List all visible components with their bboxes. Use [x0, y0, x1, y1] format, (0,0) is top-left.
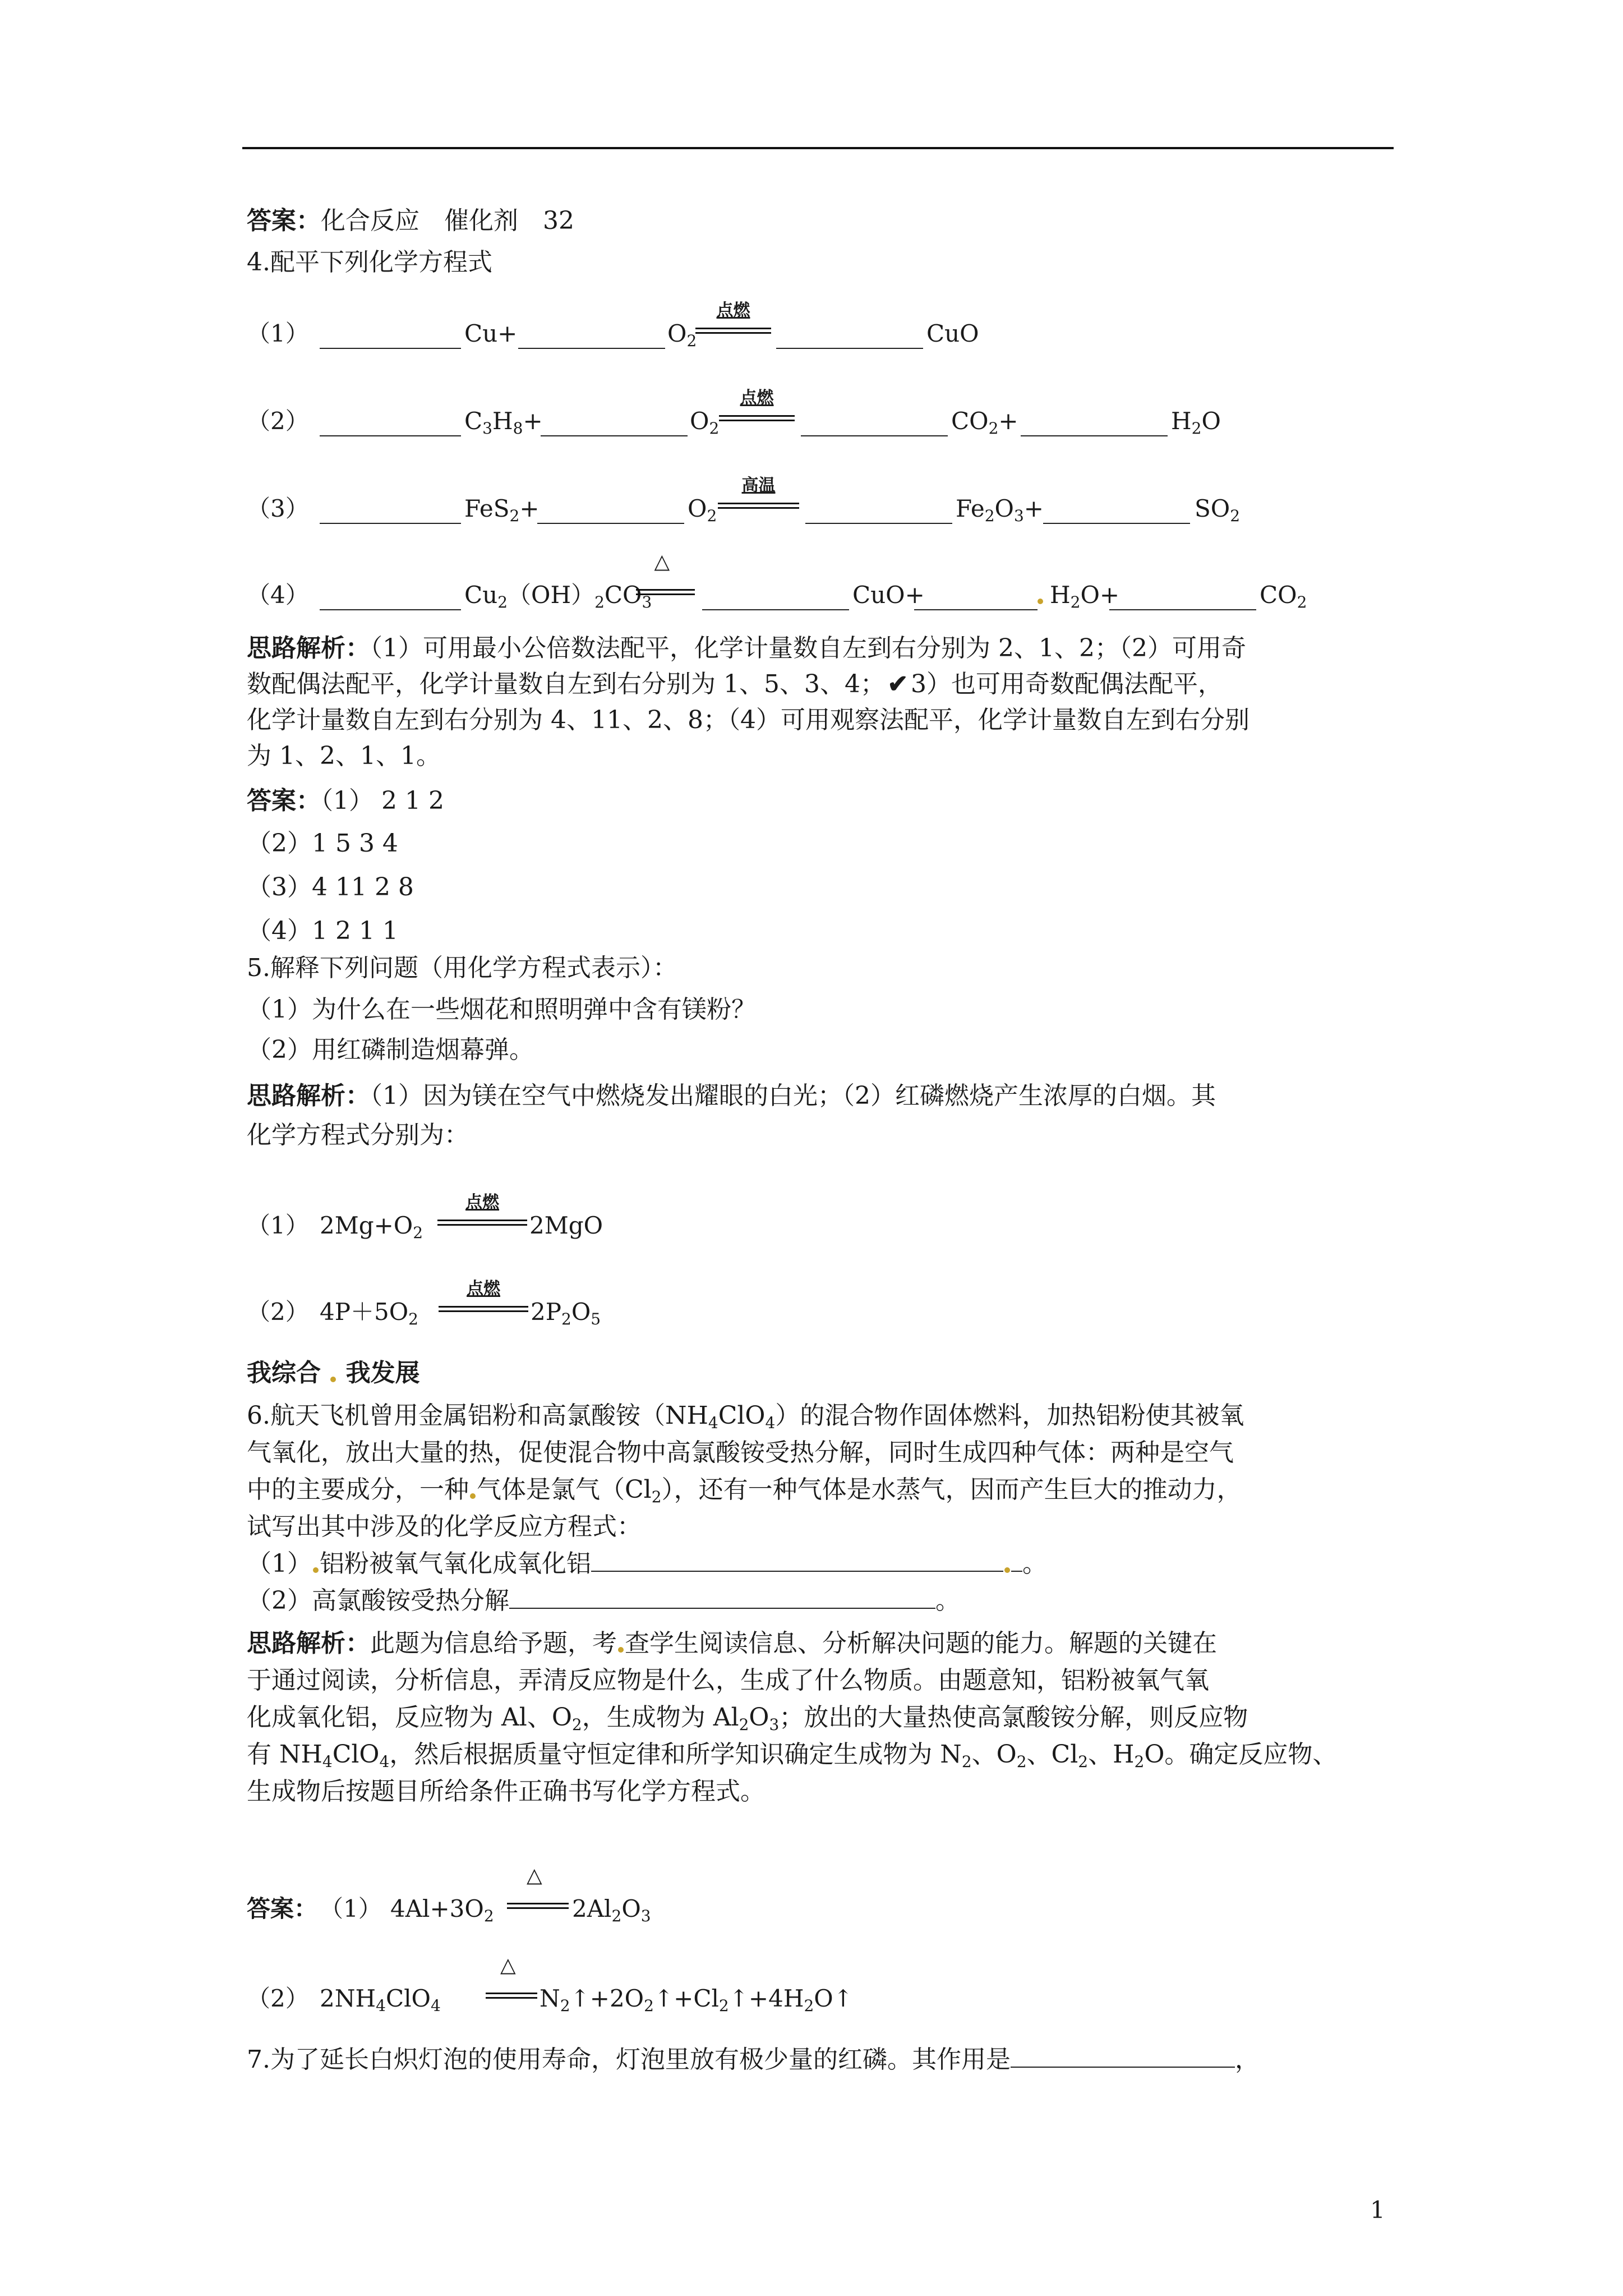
q6-line-1: 6.航天飞机曾用金属铝粉和高氯酸铵$(NH_4ClO_4)$的混合物作固体燃料，加热铝粉使其被氧 — [247, 1401, 1244, 1432]
answer-blank[interactable] — [1011, 2045, 1235, 2068]
checkmark-icon: ✔ — [887, 670, 909, 698]
q6-line-2: 气氧化，放出大量的热，促使混合物中高氯酸铵受热分解，同时生成四种气体：两种是空气 — [247, 1438, 1234, 1467]
heat-triangle-icon: △ — [654, 550, 670, 573]
blank[interactable] — [805, 501, 952, 524]
heat-triangle-icon: △ — [500, 1954, 516, 1977]
q5-sub-2: （2）用红磷制造烟幕弹。 — [247, 1036, 534, 1064]
q4-analysis-line-2: 数配偶法配平，化学计量数自左到右分别为 1、5、3、4； ✔ 3）也可用奇数配偶法配平， — [247, 668, 1223, 701]
q6-line-3: 中的主要成分，一种 气体是氯气$(Cl_2)$，还有一种气体是水蒸气，因而产生巨大的推动力， — [247, 1475, 1242, 1506]
blank[interactable] — [518, 326, 665, 349]
blank[interactable] — [1043, 501, 1190, 524]
q6-analysis-line-2: 于通过阅读，分析信息，弄清反应物是什么，生成了什么物质。由题意知，铝粉被氧气氧 — [247, 1666, 1209, 1695]
q6-analysis-line-5: 生成物后按题目所给条件正确书写化学方程式。 — [247, 1777, 765, 1806]
blank[interactable] — [801, 414, 948, 436]
header-rule — [242, 147, 1394, 149]
q4-answer-4: （4）1 2 1 1 — [247, 917, 398, 945]
q6-analysis-line-1: 思路解析：此题为信息给予题，考 查学生阅读信息、分析解决问题的能力。解题的关键在 — [247, 1629, 1217, 1658]
q4-answer-1: 答案：（1） 2 1 2 — [247, 786, 444, 815]
q4-title: 4.配平下列化学方程式 — [247, 248, 492, 277]
q5-analysis-line-2: 化学方程式分别为： — [247, 1121, 469, 1149]
blank[interactable] — [1021, 414, 1168, 436]
heat-triangle-icon: △ — [527, 1864, 542, 1887]
q6-sub-1: （1） 铝粉被氧气氧化成氧化铝 。 — [247, 1549, 1047, 1578]
q6-analysis-line-3: 化成氧化铝，反应物为 Al、$O_2$，生成物为 $Al_2O_3$；放出的大量热使高氯酸铵分解，则反应物 — [247, 1703, 1248, 1734]
answer-label: 答案： — [247, 206, 321, 235]
q4-answer-3: （3）4 11 2 8 — [247, 873, 414, 901]
q4-analysis-line-3: 化学计量数自左到右分别为 4、11、2、8；（4）可用观察法配平，化学计量数自左到右分别 — [247, 706, 1249, 734]
page-number: 1 — [1370, 2196, 1385, 2224]
blank[interactable] — [1109, 588, 1256, 610]
blank[interactable] — [320, 326, 461, 349]
q5-analysis-line-1: 思路解析：（1）因为镁在空气中燃烧发出耀眼的白光；（2）红磷燃烧产生浓厚的白烟。其 — [247, 1082, 1216, 1110]
blank[interactable] — [541, 414, 688, 436]
blank[interactable] — [702, 588, 849, 610]
answer-blank[interactable] — [509, 1586, 935, 1609]
section-heading: 我综合 我发展 — [247, 1359, 420, 1387]
blank[interactable] — [537, 501, 684, 524]
blank[interactable] — [320, 414, 461, 436]
blank[interactable] — [320, 588, 461, 610]
blank[interactable] — [914, 588, 1038, 610]
q4-answer-2: （2）1 5 3 4 — [247, 829, 398, 858]
q6-sub-2: （2）高氯酸铵受热分解 。 — [247, 1586, 960, 1615]
blank[interactable] — [776, 326, 923, 349]
blank[interactable] — [320, 501, 461, 524]
q6-line-4: 试写出其中涉及的化学反应方程式： — [247, 1512, 642, 1541]
q6-analysis-line-4: 有 $NH_4ClO_4$，然后根据质量守恒定律和所学知识确定生成物为 $N_2$、$O_2$、$Cl_2$、$H_2O$。确定反应物、 — [247, 1740, 1338, 1771]
answer-text: 化合反应 催化剂 32 — [321, 206, 574, 235]
q5-title: 5.解释下列问题（用化学方程式表示）： — [247, 954, 677, 982]
q7-line: 7.为了延长白炽灯泡的使用寿命，灯泡里放有极少量的红磷。其作用是 ， — [247, 2045, 1260, 2074]
document-page: 答案：化合反应 催化剂 32 4.配平下列化学方程式 （1） Cu+ $O_2$ 点燃 CuO （2） $C_3H_8+$ $O_2$ 点燃 $CO_2+$ $H_2O$ （3） FeS$_2$+ $O_2$ 高温 $Fe_2O_3+$ $SO_2$ （4） $Cu_2(OH)_2CO_3$ △ CuO+ $H_2O+$ $CO_2$ 思路解析：（1）可用最小公倍数法配平，化学计量数自左到右分别为 2、1、2；（2）可用奇 数配偶法配平，化学计量数自左到右分别为 1、5、3、4； ✔ 3）也可用奇数配偶法配平， 化学计量数自左到右分别为 4、11、2、8；（4）可用观察法配平，化学计量数自左到右分别 为 1、2、1、1。 答案：（1） 2 1 2 （2）1 5 3 4 （3）4 11 2 8 （4）1 2 1 1 5.解释下列问题（用化学方程式表示）： （1）为什么在一些烟花和照明弹中含有镁粉？ （2）用红磷制造烟幕弹。 思路解析：（1）因为镁在空气中燃烧发出耀眼的白光；（2）红磷燃烧产生浓厚的白烟。其 化学方程式分别为： （1） $2Mg+O_2$ 点燃 2MgO （2） $4P+5O_2$ 点燃 $2P_2O_5$ 我综合 我发展 6.航天飞机曾用金属铝粉和高氯酸铵$(NH_4ClO_4)$的混合物作固体燃料，加热铝粉使其被氧 气氧化，放出大量的热，促使混合物中高氯酸铵受热分解，同时生成四种气体：两种是空气 中的主要成分，一种 气体是氯气$(Cl_2)$，还有一种气体是水蒸气，因而产生巨大的推动力， 试写出其中涉及的化学反应方程式： （1） 铝粉被氧气氧化成氧化铝 。 （2）高氯酸铵受热分解 。 思路解析：此题为信息给予题，考 查学生阅读信息、分析解决问题的能力。解题的关键在 于通过阅读，分析信息，弄清反应物是什么，生成了什么物质。由题意知，铝粉被氧气氧 化成氧化铝，反应物为 Al、$O_2$，生成物为 $Al_2O_3$；放出的大量热使高氯酸铵分解，则反应物 有 $NH_4ClO_4$，然后根据质量守恒定律和所学知识确定生成物为 $N_2$、$O_2$、$Cl_2$、$H_2O$。确定反应物、 生成物后按题目所给条件正确书写化学方程式。 答案： （1） $4Al+3O_2$ △ $2Al_2O_3$ （2） $2NH_4ClO_4$ △ $N_2↑+2O_2↑+Cl_2↑+4H_2O↑$ 7.为了延长白炽灯泡的使用寿命，灯泡里放有极少量的红磷。其作用是 ， 1 — [0, 0, 1623, 2296]
answer-blank[interactable] — [591, 1549, 1003, 1572]
answer-q3 — [247, 204, 574, 238]
q5-sub-1: （1）为什么在一些烟花和照明弹中含有镁粉？ — [247, 995, 756, 1024]
q4-analysis-line-1: 思路解析：（1）可用最小公倍数法配平，化学计量数自左到右分别为 2、1、2；（2）可用奇 — [247, 634, 1246, 662]
q4-analysis-line-4: 为 1、2、1、1。 — [247, 742, 441, 770]
